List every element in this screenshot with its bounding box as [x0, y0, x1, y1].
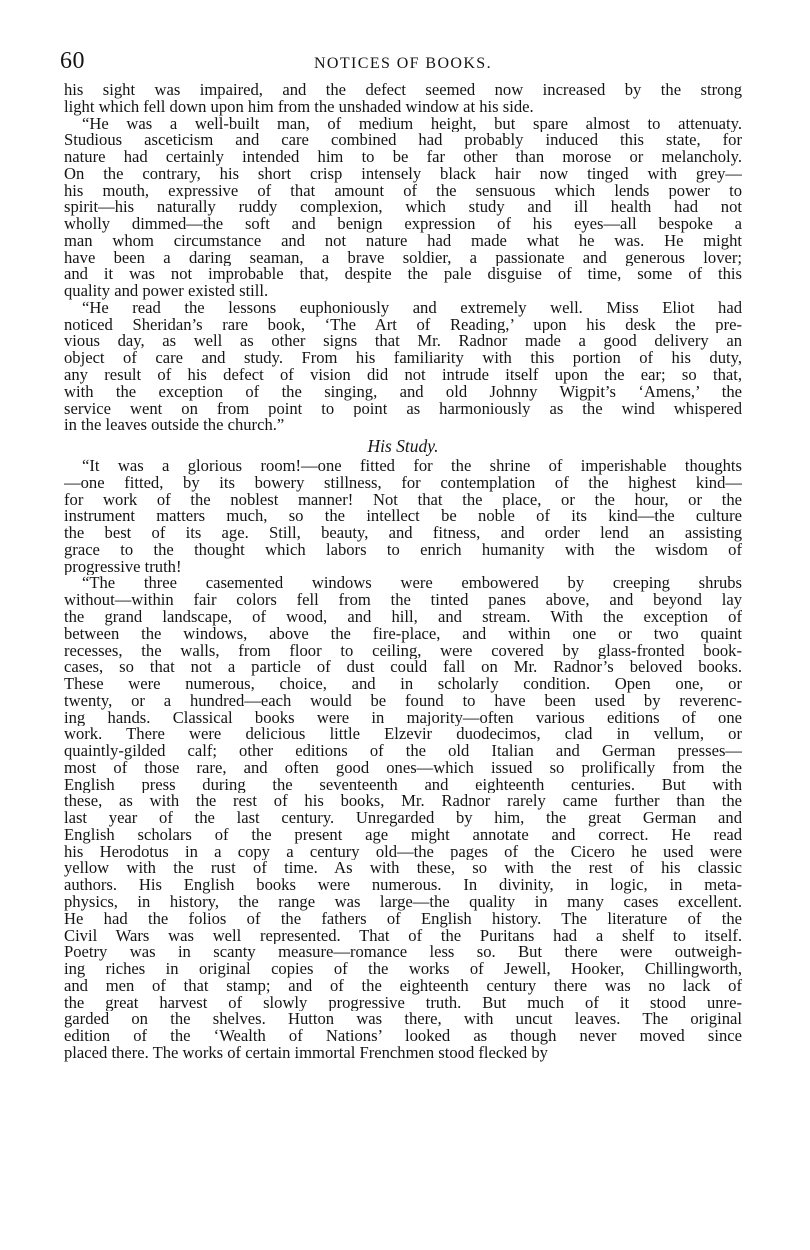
text-line: any result of his defect of vision did not intrude itself upon the ear; so that,: [64, 367, 742, 384]
text-line: garded on the shelves. Hutton was there, with uncut leaves. The original: [64, 1011, 742, 1029]
text-line: and men of that stamp; and of the eighteenth century there was no lack of: [64, 977, 742, 995]
text-line: twenty, or a hundred—each would be found to have been used by reverenc-: [64, 692, 742, 710]
text-line: for work of the noblest manner! Not that the place, or the hour, or the: [64, 491, 742, 509]
text-line: Studious asceticism and care combined had probably induced this state, for: [64, 132, 742, 150]
text-line: yellow with the rust of time. As with these, so with the rest of his classic: [64, 860, 742, 878]
text-line: these, as with the rest of his books, Mr. Radnor rarely came further than the: [64, 793, 742, 811]
text-line: the best of its age. Still, beauty, and fitness, and order lend an assisting: [64, 525, 742, 542]
text-line: man whom circumstance and not nature had made what he was. He might: [64, 232, 742, 250]
text-line: ing hands. Classical books were in majority—often various editions of one: [64, 709, 742, 727]
text-line: vious day, as well as other signs that Mr. Radnor made a good delivery an: [64, 333, 742, 351]
text-line: These were numerous, choice, and in scholarly condition. Open one, or: [64, 676, 742, 693]
running-head: [60, 42, 742, 82]
text-line: authors. His English books were numerous. In divinity, in logic, in meta-: [64, 877, 742, 894]
text-line: with the exception of the singing, and old Johnny Wigpit’s ‘Amens,’ the: [64, 383, 742, 401]
text-line: the great harvest of slowly progressive truth. But much of it stood unre-: [64, 994, 742, 1012]
text-line: have been a daring seaman, a brave soldier, a passionate and generous lover;: [64, 249, 742, 267]
page-number: 60: [60, 48, 85, 74]
text-line: between the windows, above the fire-place, and within one or two quaint: [64, 625, 742, 643]
text-line: wholly dimmed—the soft and benign expression of his eyes—all bespoke a: [64, 216, 742, 233]
text-line: “He was a well-built man, of medium height, but spare almost to attenuaty.: [82, 115, 742, 133]
text-line: without—within fair colors fell from the tinted panes above, and beyond lay: [64, 592, 742, 609]
text-line: spirit—his naturally ruddy complexion, which study and ill health had not: [64, 199, 742, 217]
text-line: his Herodotus in a copy a century old—the pages of the Cicero he used were: [64, 843, 742, 861]
text-line: ing riches in original copies of the works of Jewell, Hooker, Chillingworth,: [64, 961, 742, 978]
text-line: his sight was impaired, and the defect seemed now increased by the strong: [64, 82, 742, 99]
text-line: recesses, the walls, from floor to ceiling, were covered by glass-fronted book-: [64, 642, 742, 660]
text-line: quaintly-gilded calf; other editions of the old Italian and German presses—: [64, 743, 742, 760]
text-line: work. There were delicious little Elzevir duodecimos, clad in vellum, or: [64, 726, 742, 744]
paragraph: [64, 458, 742, 575]
text-line: physics, in history, the range was large—the quality in many cases excellent.: [64, 893, 742, 911]
text-line: “The three casemented windows were embowered by creeping shrubs: [82, 575, 742, 593]
text-section-before-heading: [64, 82, 742, 434]
text-line: English scholars of the present age might annotate and correct. He read: [64, 826, 742, 844]
text-line: English press during the seventeenth and eighteenth centuries. But with: [64, 776, 742, 794]
text-line: the grand landscape, of wood, and hill, and stream. With the exception of: [64, 608, 742, 626]
text-line: noticed Sheridan’s rare book, ‘The Art of Reading,’ upon his desk the pre-: [64, 316, 742, 334]
text-line: nature had certainly intended him to be far other than morose or melancholy.: [64, 149, 742, 166]
text-line: and it was not improbable that, despite the pale disguise of time, some of this: [64, 266, 742, 284]
text-line: grace to the thought which labors to enrich humanity with the wisdom of: [64, 541, 742, 559]
paragraph: [64, 300, 742, 434]
text-line: progressive truth!: [64, 558, 182, 576]
body-text: [64, 82, 742, 1062]
text-line: Civil Wars was well represented. That of the Puritans had a shelf to itself.: [64, 927, 742, 945]
paragraph: [64, 82, 742, 116]
paragraph: [64, 116, 742, 300]
text-section-his-study: [64, 458, 742, 1062]
text-line: cases, so that not a particle of dust could fall on Mr. Radnor’s beloved books.: [64, 659, 742, 677]
paragraph: [64, 575, 742, 1061]
text-line: light which fell down upon him from the unshaded window at his side.: [64, 98, 534, 116]
text-line: “He read the lessons euphoniously and extremely well. Miss Eliot had: [82, 299, 742, 317]
text-line: his mouth, expressive of that amount of the sensuous which lends power to: [64, 182, 742, 200]
text-line: Poetry was in scanty measure—romance less so. But there were outweigh-: [64, 944, 742, 962]
text-line: service went on from point to point as harmoniously as the wind whispered: [64, 400, 742, 418]
running-title: NOTICES OF BOOKS.: [313, 55, 493, 72]
text-line: object of care and study. From his familiarity with this portion of his duty,: [64, 350, 742, 368]
text-line: —one fitted, by its bowery stillness, for contemplation of the highest kind—: [64, 474, 742, 492]
text-line: in the leaves outside the church.”: [64, 417, 285, 435]
text-line: On the contrary, his short crisp intensely black hair now tinged with grey—: [64, 165, 742, 183]
text-line: instrument matters much, so the intellect be noble of its kind—the culture: [64, 508, 742, 526]
book-page: [60, 42, 742, 1062]
text-line: placed there. The works of certain immortal Frenchmen stood flecked by: [64, 1044, 548, 1062]
text-line: most of those rare, and often good ones—which issued so prolifically from the: [64, 759, 742, 777]
text-line: edition of the ‘Wealth of Nations’ looked as though never moved since: [64, 1028, 742, 1045]
text-line: last year of the last century. Unregarded by him, the great German and: [64, 810, 742, 827]
text-line: “It was a glorious room!—one fitted for the shrine of imperishable thoughts: [82, 458, 742, 475]
section-heading: His Study.: [367, 436, 439, 457]
text-line: He had the folios of the fathers of English history. The literature of the: [64, 910, 742, 928]
text-line: quality and power existed still.: [64, 283, 269, 300]
